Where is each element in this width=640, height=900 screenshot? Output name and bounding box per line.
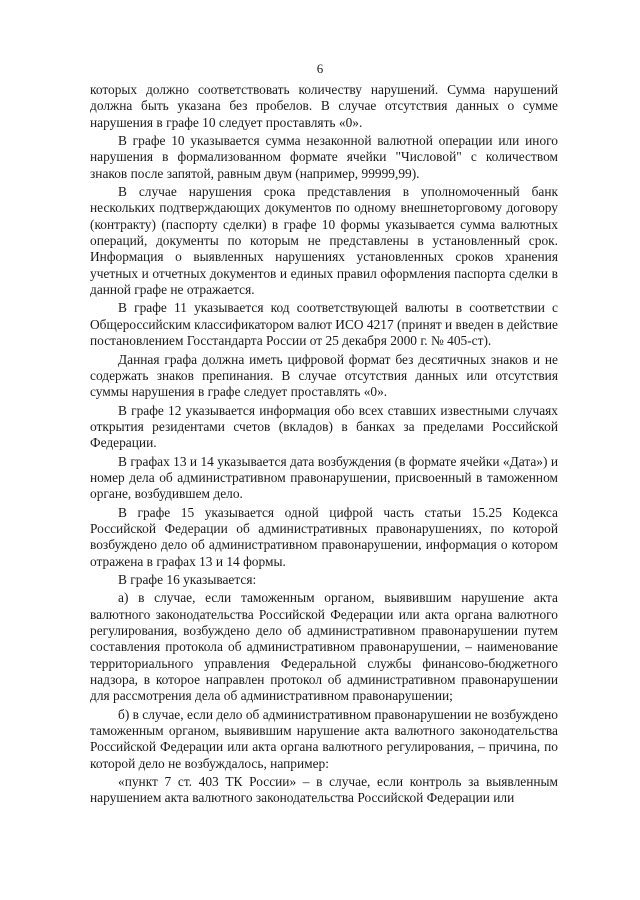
paragraph-example: «пункт 7 ст. 403 ТК России» – в случае, если контроль за выявленным нарушением акта валютного законодательства Российской Федерации или [90,774,558,806]
document-body [90,82,558,807]
paragraph-column-10: В графе 10 указывается сумма незаконной валютной операции или иного нарушения в формализованном формате ячейки "Числовой" с количеством знаков после запятой, равным двум (например, 99999,99). [90,133,558,181]
paragraph-column-15: В графе 15 указывается одной цифрой часть статьи 15.25 Кодекса Российской Федерации об административных правонарушениях, по которой возбуждено дело об административном правонарушении, информация о котором отражена в графах 13 и 14 формы. [90,504,558,569]
paragraph-column-11: В графе 11 указывается код соответствующей валюты в соответствии с Общероссийским классификатором валют ИСО 4217 (принят и введен в действие постановлением Госстандарта России от 25 декабря 2000 г. № 405-ст). [90,300,558,349]
page-number: 6 [316,61,324,76]
paragraph-deadline-violation: В случае нарушения срока представления в уполномоченный банк нескольких подтверждающих документов по одному внешнеторговому договору (контракту) (паспорту сделки) в графе 10 формы указывается сумма валютных операций, документы по которым не представлены в установленный срок. Информация о выявленных нарушениях установленных сроков хранения учетных и отчетных документов и единых правил оформления паспорта сделки в данной графе не отражается. [90,184,558,298]
paragraph-digital-format: Данная графа должна иметь цифровой формат без десятичных знаков и не содержать знаков препинания. В случае отсутствия данных или отсутствия суммы нарушения в графе следует проставлять «0». [90,351,558,400]
paragraph-continuation: которых должно соответствовать количеству нарушений. Сумма нарушений должна быть указана без пробелов. В случае отсутствия данных о сумме нарушения в графе 10 следует проставлять «0». [90,82,558,130]
paragraph-columns-13-14: В графах 13 и 14 указывается дата возбуждения (в формате ячейки «Дата») и номер дела об административном правонарушении, присвоенный в таможенном органе, возбудившем дело. [90,453,558,502]
paragraph-item-b: б) в случае, если дело об административном правонарушении не возбуждено таможенным органом, выявившим нарушение акта валютного законодательства Российской Федерации или акта органа валютного регулирования, – причина, по которой дело не возбуждалось, например: [90,706,558,771]
paragraph-item-a: а) в случае, если таможенным органом, выявившим нарушение акта валютного законодательства Российской Федерации или акта органа валютного регулирования, возбуждено дело об административном правонарушении путем составления протокола об административном правонарушении, – наименование территориального управления Федеральной службы финансово-бюджетного надзора, в которое направлен протокол об административном правонарушении для рассмотрения дела об административном правонарушении; [90,590,558,704]
paragraph-column-12: В графе 12 указывается информация обо всех ставших известными случаях открытия резидентами счетов (вкладов) в банках за пределами Российской Федерации. [90,402,558,451]
paragraph-column-16-intro: В графе 16 указывается: [118,571,257,587]
